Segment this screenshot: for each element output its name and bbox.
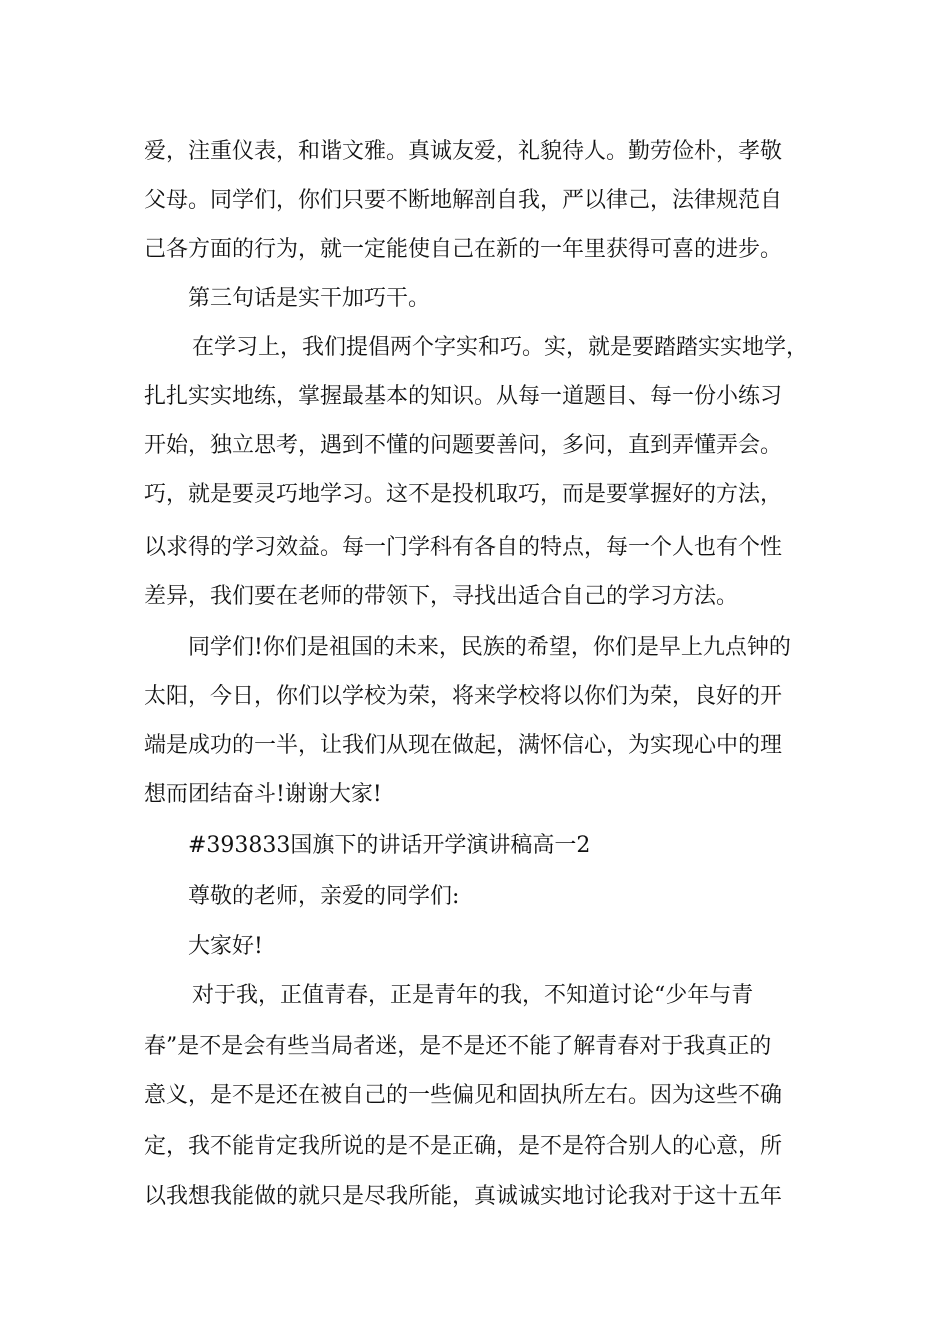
paragraph-line: 端是成功的一半，让我们从现在做起，满怀信心，为实现心中的理 bbox=[144, 733, 783, 758]
paragraph-line: 意义，是不是还在被自己的一些偏见和固执所左右。因为这些不确 bbox=[144, 1083, 783, 1108]
paragraph-line: 太阳，今日，你们以学校为荣，将来学校将以你们为荣，良好的开 bbox=[144, 684, 783, 709]
paragraph-line: 以求得的学习效益。每一门学科有各自的特点，每一个人也有个性 bbox=[144, 535, 783, 560]
paragraph-line: 爱，注重仪表，和谐文雅。真诚友爱，礼貌待人。勤劳俭朴，孝敬 bbox=[144, 139, 783, 164]
salutation: 尊敬的老师，亲爱的同学们: bbox=[188, 884, 460, 909]
greeting: 大家好! bbox=[188, 934, 263, 959]
paragraph-line: 父母。同学们，你们只要不断地解剖自我，严以律己，法律规范自 bbox=[144, 188, 783, 213]
paragraph-line: 对于我，正值青春，正是青年的我，不知道讨论“少年与青 bbox=[192, 983, 754, 1008]
paragraph-line: 想而团结奋斗!谢谢大家! bbox=[144, 782, 382, 807]
paragraph-line: 在学习上，我们提倡两个字实和巧。实，就是要踏踏实实地学， bbox=[192, 335, 809, 360]
section-heading: 第三句话是实干加巧干。 bbox=[188, 286, 431, 311]
paragraph-line: 扎扎实实地练，掌握最基本的知识。从每一道题目、每一份小练习 bbox=[144, 384, 783, 409]
paragraph-line: 巧，就是要灵巧地学习。这不是投机取巧，而是要掌握好的方法， bbox=[144, 482, 783, 507]
paragraph-line: 开始，独立思考，遇到不懂的问题要善问，多问，直到弄懂弄会。 bbox=[144, 433, 783, 458]
paragraph-line: 己各方面的行为，就一定能使自己在新的一年里获得可喜的进步。 bbox=[144, 237, 783, 262]
paragraph-line: 春”是不是会有些当局者迷，是不是还不能了解青春对于我真正的 bbox=[144, 1034, 772, 1059]
paragraph-line: 同学们!你们是祖国的未来，民族的希望，你们是早上九点钟的 bbox=[188, 635, 791, 660]
paragraph-line: 以我想我能做的就只是尽我所能，真诚诚实地讨论我对于这十五年 bbox=[144, 1184, 783, 1209]
paragraph-line: 差异，我们要在老师的带领下，寻找出适合自己的学习方法。 bbox=[144, 584, 739, 609]
paragraph-line: 定，我不能肯定我所说的是不是正确，是不是符合别人的心意，所 bbox=[144, 1134, 783, 1159]
article-title: #393833国旗下的讲话开学演讲稿高一2 bbox=[188, 833, 591, 858]
